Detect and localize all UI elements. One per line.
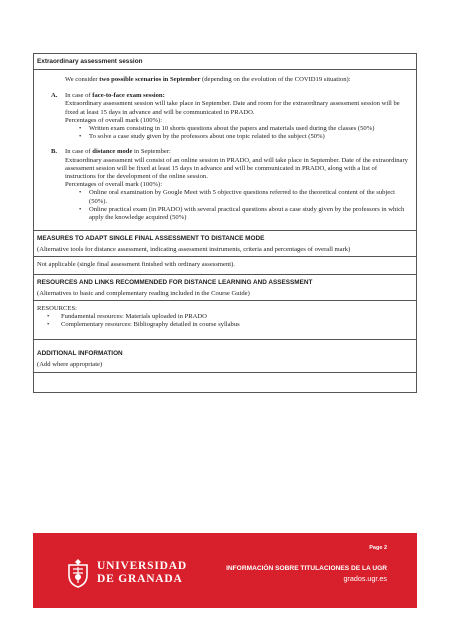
resources-content-row: [34, 301, 416, 341]
scenario-b-bold: distance mode: [92, 148, 133, 156]
additional-title: ADDITIONAL INFORMATION: [37, 350, 123, 358]
resources-title: RESOURCES AND LINKS RECOMMENDED FOR DISTANCE LEARNING AND ASSESSMENT: [37, 278, 313, 286]
footer-info-text: INFORMACIÓN SOBRE TITULACIONES DE LA UGR: [226, 565, 387, 572]
intro-suffix: (depending on the evolution of the COVID19 situation):: [200, 76, 351, 83]
university-name-line1: UNIVERSIDAD: [97, 560, 187, 572]
scenario-a-letter: A.: [51, 92, 58, 100]
additional-content: [34, 373, 416, 392]
university-name-line2: DE GRANADA: [97, 573, 183, 585]
scenario-a-percent-label: Percentages of overall mark (100%):: [65, 116, 163, 124]
list-item: • Fundamental resources: Materials uploaded in PRADO: [47, 313, 413, 321]
scenario-b-prefix: In case of: [65, 148, 93, 156]
list-item: • Online practical exam (in PRADO) with several practical questions about a case study given by the professors in which apply the knowledge acquired (50%): [79, 206, 409, 222]
list-item: • Written exam consisting in 10 shorts questions about the papers and materials used during the classes (50%): [79, 125, 409, 133]
scenario-a-list: [65, 125, 409, 141]
resources-header-row: [34, 275, 416, 301]
scenario-a-text: Extraordinary assessment session will take place in September. Date and room for the extraordinary assessment session will be fixed at least 15 days in advance and will be communicated in PRADO.: [65, 100, 400, 116]
scenario-b-percent-label: Percentages of overall mark (100%):: [65, 181, 163, 189]
extraordinary-content-row: [34, 70, 416, 231]
university-crest-icon: [65, 558, 91, 588]
list-item: • Online oral examination by Google Meet with 5 objective questions referred to the theoretical content of the subject (50%).: [79, 189, 409, 205]
measures-title: MEASURES TO ADAPT SINGLE FINAL ASSESSMENT TO DISTANCE MODE: [37, 235, 265, 243]
measures-header-row: [34, 231, 416, 257]
extraordinary-header-row: [34, 54, 416, 70]
footer-info: [226, 564, 387, 584]
scenario-a-bold: face-to-face exam session:: [92, 92, 165, 100]
additional-subtitle: (Add where appropriate): [37, 361, 103, 369]
extraordinary-title: Extraordinary assessment session: [37, 58, 143, 65]
assessment-table: [33, 53, 417, 393]
intro-prefix: We consider: [65, 76, 100, 83]
extraordinary-intro: [37, 76, 413, 84]
resources-label: RESOURCES:: [37, 304, 77, 312]
measures-subtitle: (Alternative tools for distance assessment, indicating assessment instruments, criteria and percentages of overall mark): [37, 246, 351, 254]
list-item: • To solve a case study given by the professors about one topic related to the subject (50%): [79, 133, 409, 141]
scenario-b-letter: B.: [51, 148, 58, 156]
scenario-b-suffix: in September:: [132, 148, 171, 156]
scenario-b: [37, 148, 413, 222]
footer-band: [33, 533, 417, 608]
list-item: • Complementary resources: Bibliography detailed in course syllabus: [47, 321, 413, 329]
resources-subtitle: (Alternatives to basic and complementary reading included in the Course Guide): [37, 289, 250, 297]
footer-info-url[interactable]: grados.ugr.es: [343, 574, 387, 583]
scenario-b-list: [65, 189, 409, 222]
scenario-a-prefix: In case of: [65, 92, 93, 100]
university-name: [97, 560, 187, 586]
additional-content-row: [34, 373, 416, 392]
measures-content-row: [34, 257, 416, 274]
page-number: Page 2: [369, 545, 387, 551]
resources-list: [37, 313, 413, 329]
measures-content: Not applicable (single final assessment finished with ordinary assessment).: [37, 261, 235, 269]
scenario-b-heading: [65, 148, 409, 156]
additional-header-row: [34, 340, 416, 372]
scenario-a-heading: [65, 92, 409, 100]
scenario-b-text: Extraordinary assessment will consist of an online session in PRADO, and will take place in September. Date of the extraordinary assessment session will be fixed at least 15 days in advance and will be communicated in PRADO, along with a list of instructions for the development of the online session.: [65, 156, 408, 181]
intro-bold: two possible scenarios in September: [99, 76, 201, 83]
scenario-a: [37, 92, 413, 141]
